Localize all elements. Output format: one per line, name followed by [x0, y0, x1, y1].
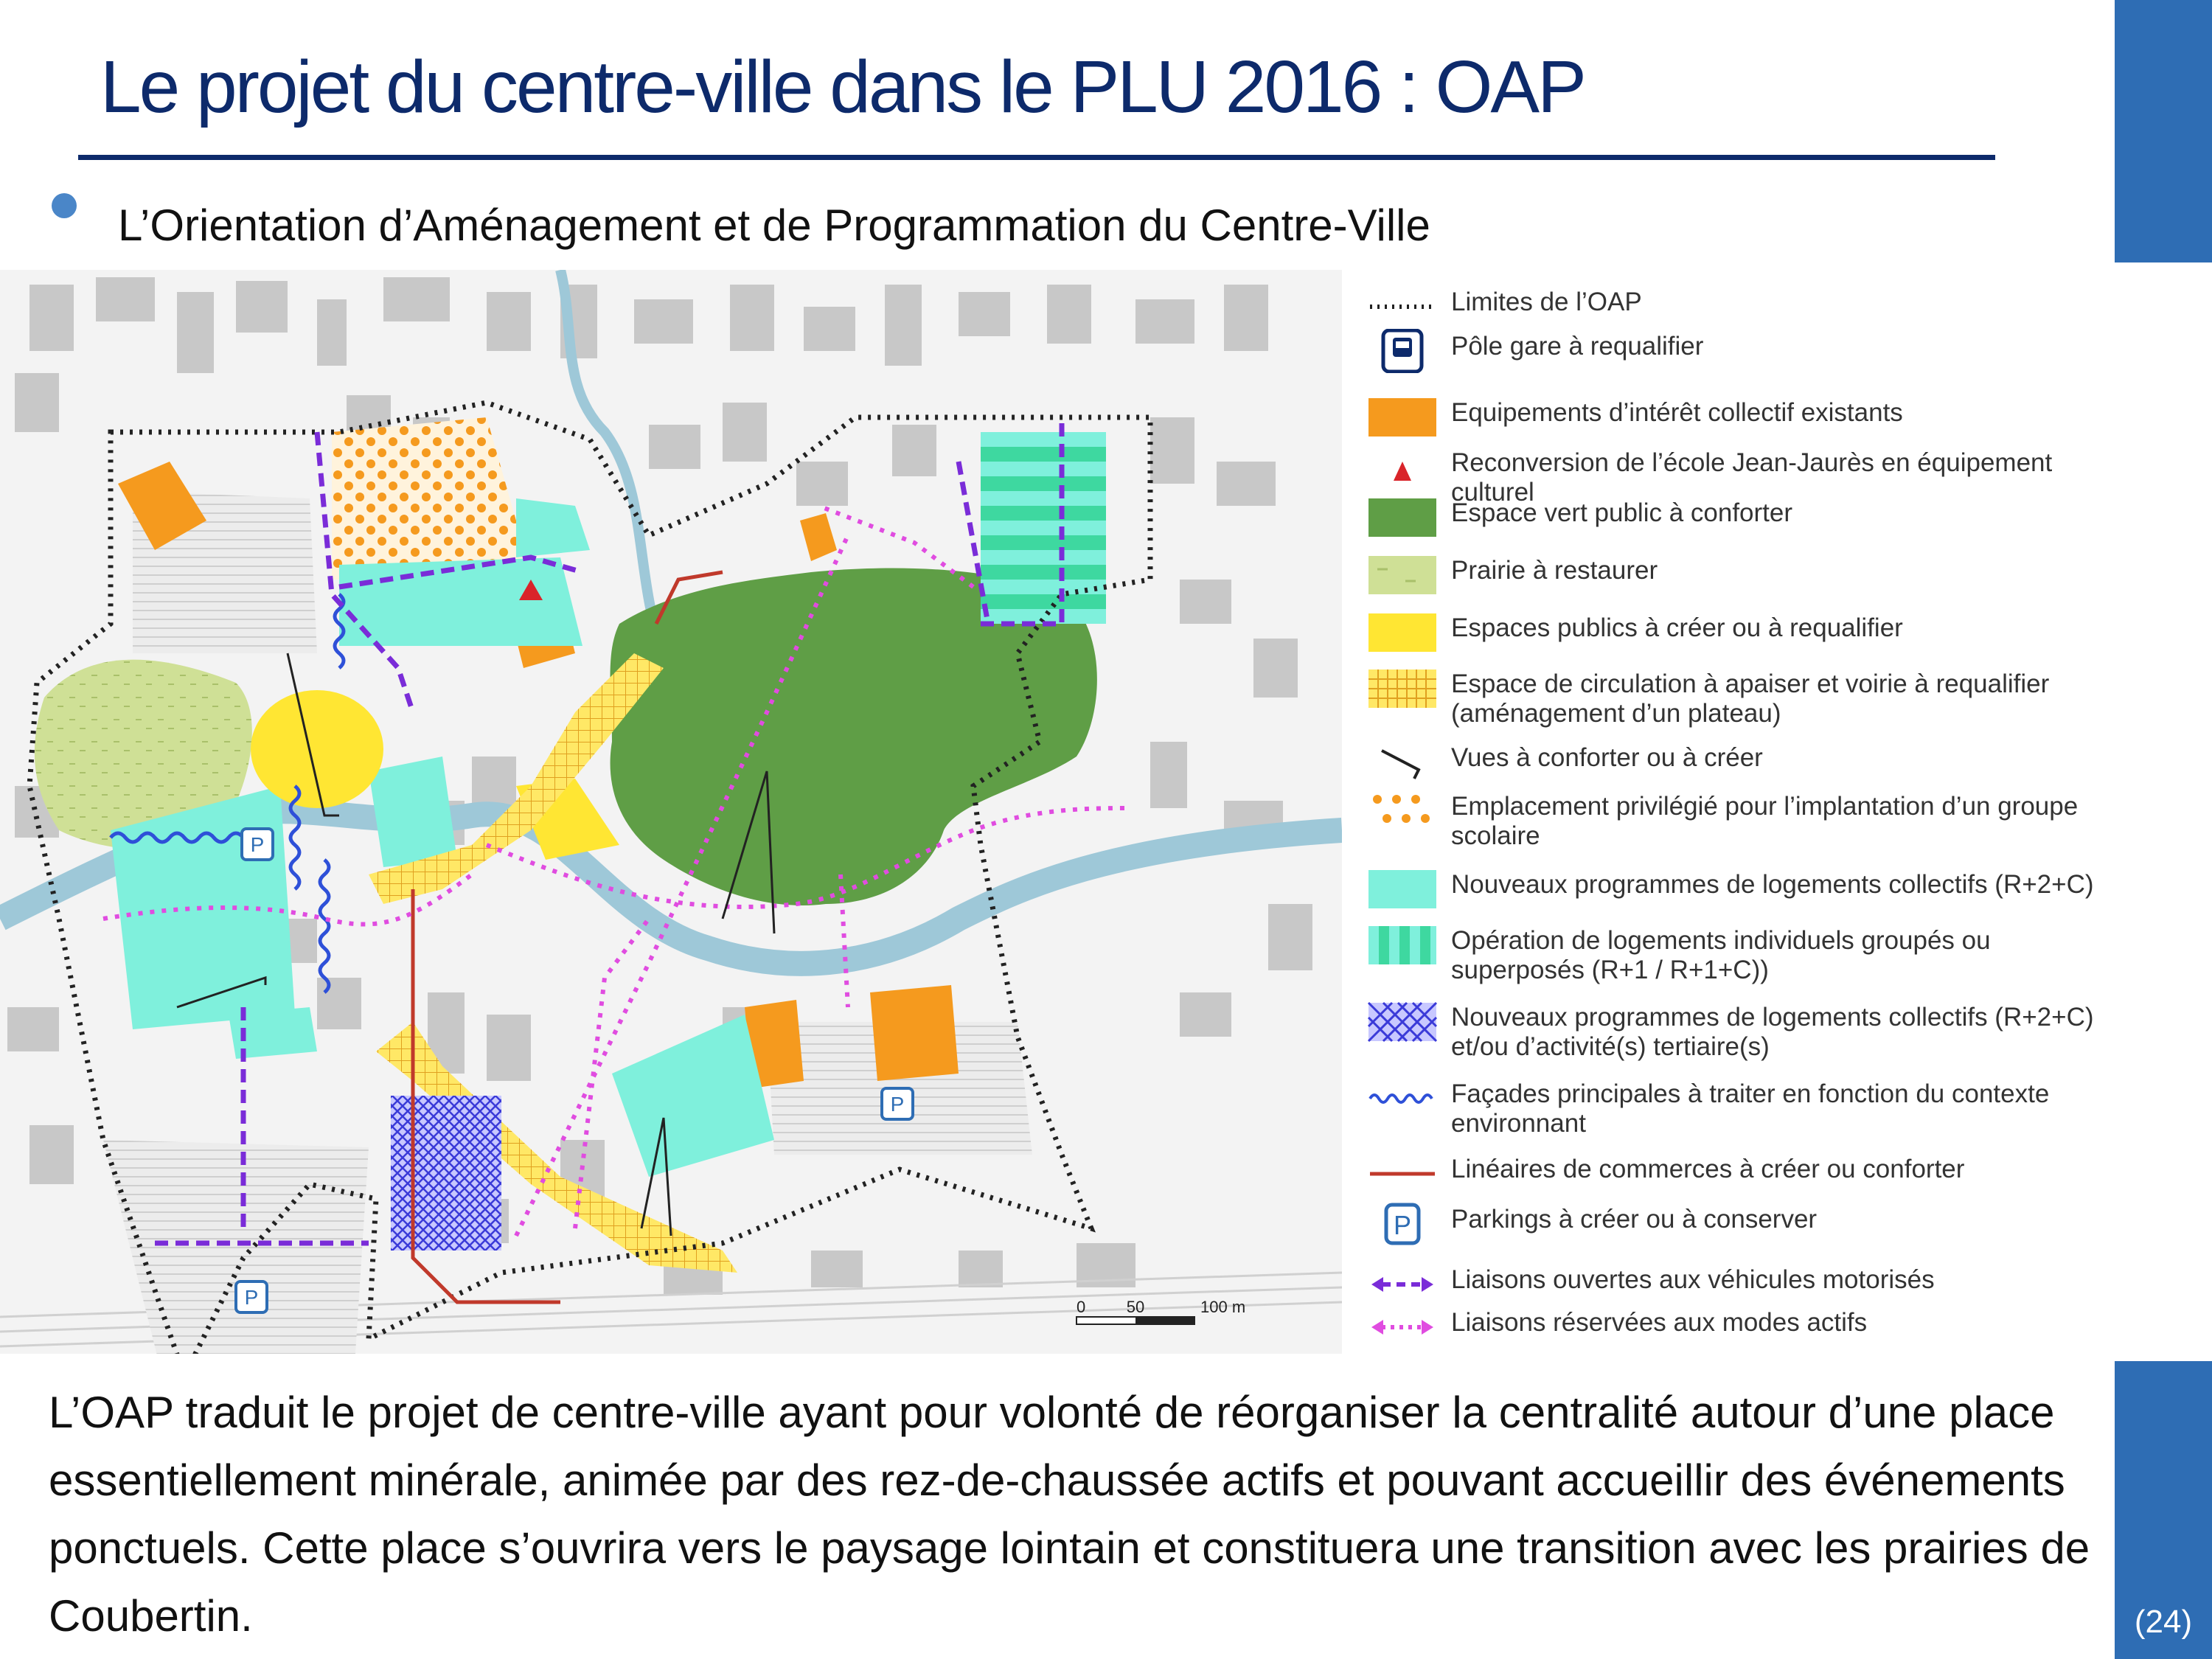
legend-item	[1357, 1305, 2109, 1357]
red-line-icon	[1367, 1152, 1438, 1196]
turquoise-square-icon	[1367, 867, 1438, 911]
legend-item	[1357, 789, 2109, 850]
orange-square-icon	[1367, 395, 1438, 439]
legend-label: Façades principales à traiter en fonction du contexte environnant	[1451, 1079, 2050, 1138]
individual-housing	[981, 432, 1106, 624]
legend-label: Parkings à créer ou à conserver	[1451, 1205, 1818, 1234]
red-triangle-icon	[1367, 445, 1438, 490]
map-legend	[1357, 270, 2109, 1354]
legend-label: Espace de circulation à apaiser et voirie à requalifier (aménagement d’un plateau)	[1451, 669, 2050, 728]
svg-text:P: P	[890, 1093, 905, 1116]
page-number: (24)	[2134, 1604, 2193, 1640]
orange-dots-icon	[1367, 789, 1438, 833]
svg-text:0: 0	[1077, 1298, 1086, 1316]
legend-item	[1357, 1202, 2109, 1253]
legend-label: Reconversion de l’école Jean-Jaurès en équipement culturel	[1451, 448, 2053, 507]
yellow-square-icon	[1367, 611, 1438, 655]
legend-item	[1357, 553, 2109, 605]
bullet-icon	[52, 193, 77, 218]
wavy-line-icon	[1367, 1077, 1438, 1121]
legend-item	[1357, 867, 2109, 919]
legend-item	[1357, 1000, 2109, 1061]
legend-item	[1357, 740, 2109, 792]
legend-item	[1357, 1152, 2109, 1203]
legend-item	[1357, 445, 2109, 507]
green-stripes-icon	[1367, 923, 1438, 967]
legend-label: Espaces publics à créer ou à requalifier	[1451, 613, 1903, 642]
legend-label: Linéaires de commerces à créer ou conforter	[1451, 1155, 1965, 1183]
legend-label: Emplacement privilégié pour l’implantation d’un groupe scolaire	[1451, 792, 2079, 850]
legend-item	[1357, 329, 2109, 380]
yellow-grid-icon	[1367, 667, 1438, 711]
legend-item	[1357, 1077, 2109, 1138]
svg-text:50: 50	[1126, 1298, 1145, 1316]
legend-label: Nouveaux programmes de logements collectifs (R+2+C)	[1451, 870, 2094, 899]
oap-map-drawing	[0, 270, 1342, 1354]
svg-text:P: P	[250, 833, 265, 856]
green-square-icon	[1367, 495, 1438, 540]
legend-item	[1357, 667, 2109, 728]
legend-label: Opération de logements individuels groupés ou superposés (R+1 / R+1+C))	[1451, 926, 1991, 984]
slide-subtitle: L’Orientation d’Aménagement et de Programmation du Centre-Ville	[118, 201, 1430, 250]
parking-icon	[1367, 1202, 1438, 1246]
legend-item	[1357, 611, 2109, 662]
side-accent-top	[2115, 0, 2212, 262]
pink-dotted-arrow-icon	[1367, 1305, 1438, 1349]
svg-text:P: P	[1393, 1210, 1412, 1240]
legend-label: Liaisons ouvertes aux véhicules motorisés	[1451, 1265, 1935, 1294]
blue-crosshatch-icon	[1367, 1000, 1438, 1044]
slide-title: Le projet du centre-ville dans le PLU 2016 : OAP	[100, 46, 1585, 128]
train-station-icon	[1367, 329, 1438, 373]
legend-item	[1357, 495, 2109, 547]
mixed-use-zone	[391, 1096, 501, 1251]
legend-label: Espace vert public à conforter	[1451, 498, 1793, 527]
legend-label: Equipements d’intérêt collectif existants	[1451, 398, 1903, 427]
light-green-square-icon	[1367, 553, 1438, 597]
legend-item	[1357, 923, 2109, 984]
dotted-line-icon	[1367, 285, 1438, 329]
legend-item	[1357, 395, 2109, 447]
legend-label: Prairie à restaurer	[1451, 556, 1658, 585]
purple-dashed-arrow-icon	[1367, 1262, 1438, 1307]
legend-label: Liaisons réservées aux modes actifs	[1451, 1308, 1868, 1337]
title-underline	[78, 155, 1995, 160]
legend-label: Vues à conforter ou à créer	[1451, 743, 1763, 772]
svg-text:100 m: 100 m	[1200, 1298, 1246, 1316]
legend-label: Limites de l’OAP	[1451, 288, 1642, 316]
legend-label: Nouveaux programmes de logements collectifs (R+2+C) et/ou d’activité(s) tertiaire(s)	[1451, 1003, 2094, 1061]
legend-label: Pôle gare à requalifier	[1451, 332, 1704, 361]
body-paragraph: L’OAP traduit le projet de centre-ville ayant pour volonté de réorganiser la centralité autour d’une place essentiellement minérale, animée par des rez-de-chaussée actifs et pouvant accueillir des événements ponctuels. Cette place s’ouvrira vers le paysage lointain et constituera une transition avec les prairies de Coubertin.	[49, 1388, 2090, 1641]
svg-text:P: P	[244, 1286, 259, 1309]
view-cone-icon	[1367, 740, 1438, 785]
oap-map	[0, 270, 1342, 1354]
